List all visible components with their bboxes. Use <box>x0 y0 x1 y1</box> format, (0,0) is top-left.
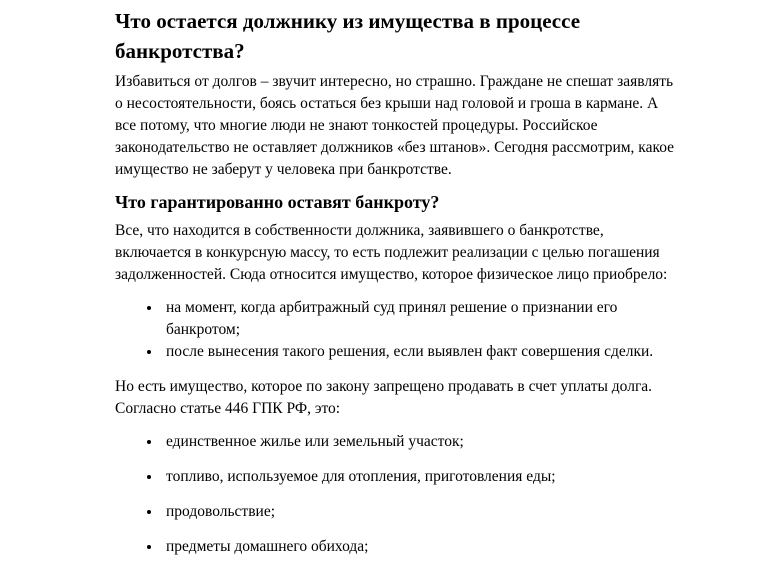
article-title: Что остается должнику из имущества в процессе банкротства? <box>115 9 581 63</box>
list-item: • единственное жилье или земельный участок; <box>162 431 676 453</box>
list-item: • после вынесения такого решения, если выявлен факт совершения сделки. <box>162 341 676 363</box>
protected-property-paragraph: Но есть имущество, которое по закону запрещено продавать в счет уплаты долга. Согласно статье 446 ГПК РФ, это: <box>115 378 653 417</box>
acquired-property-list <box>115 297 676 363</box>
list-item: • предметы домашнего обихода; <box>162 536 676 558</box>
bankruptcy-mass-paragraph: Все, что находится в собственности должника, заявившего о банкротстве, включается в конкурсную массу, то есть подлежит реализации с целью погашения задолженностей. Сюда относится имущество, которое физическое лицо приобрело: <box>115 222 668 283</box>
protected-property-list <box>115 431 676 558</box>
list-item: • топливо, используемое для отопления, приготовления еды; <box>162 466 676 488</box>
list-item: • продовольствие; <box>162 501 676 523</box>
list-item: • на момент, когда арбитражный суд принял решение о признании его банкротом; <box>162 297 676 341</box>
section-heading: Что гарантированно оставят банкроту? <box>115 192 440 212</box>
intro-paragraph: Избавиться от долгов – звучит интересно, но страшно. Граждане не спешат заявлять о несостоятельности, боясь остаться без крыши над головой и гроша в кармане. А все потому, что многие люди не знают тонкостей процедуры. Российское законодательство не оставляет должников «без штанов». Сегодня рассмотрим, какое имущество не заберут у человека при банкротстве. <box>115 73 675 178</box>
